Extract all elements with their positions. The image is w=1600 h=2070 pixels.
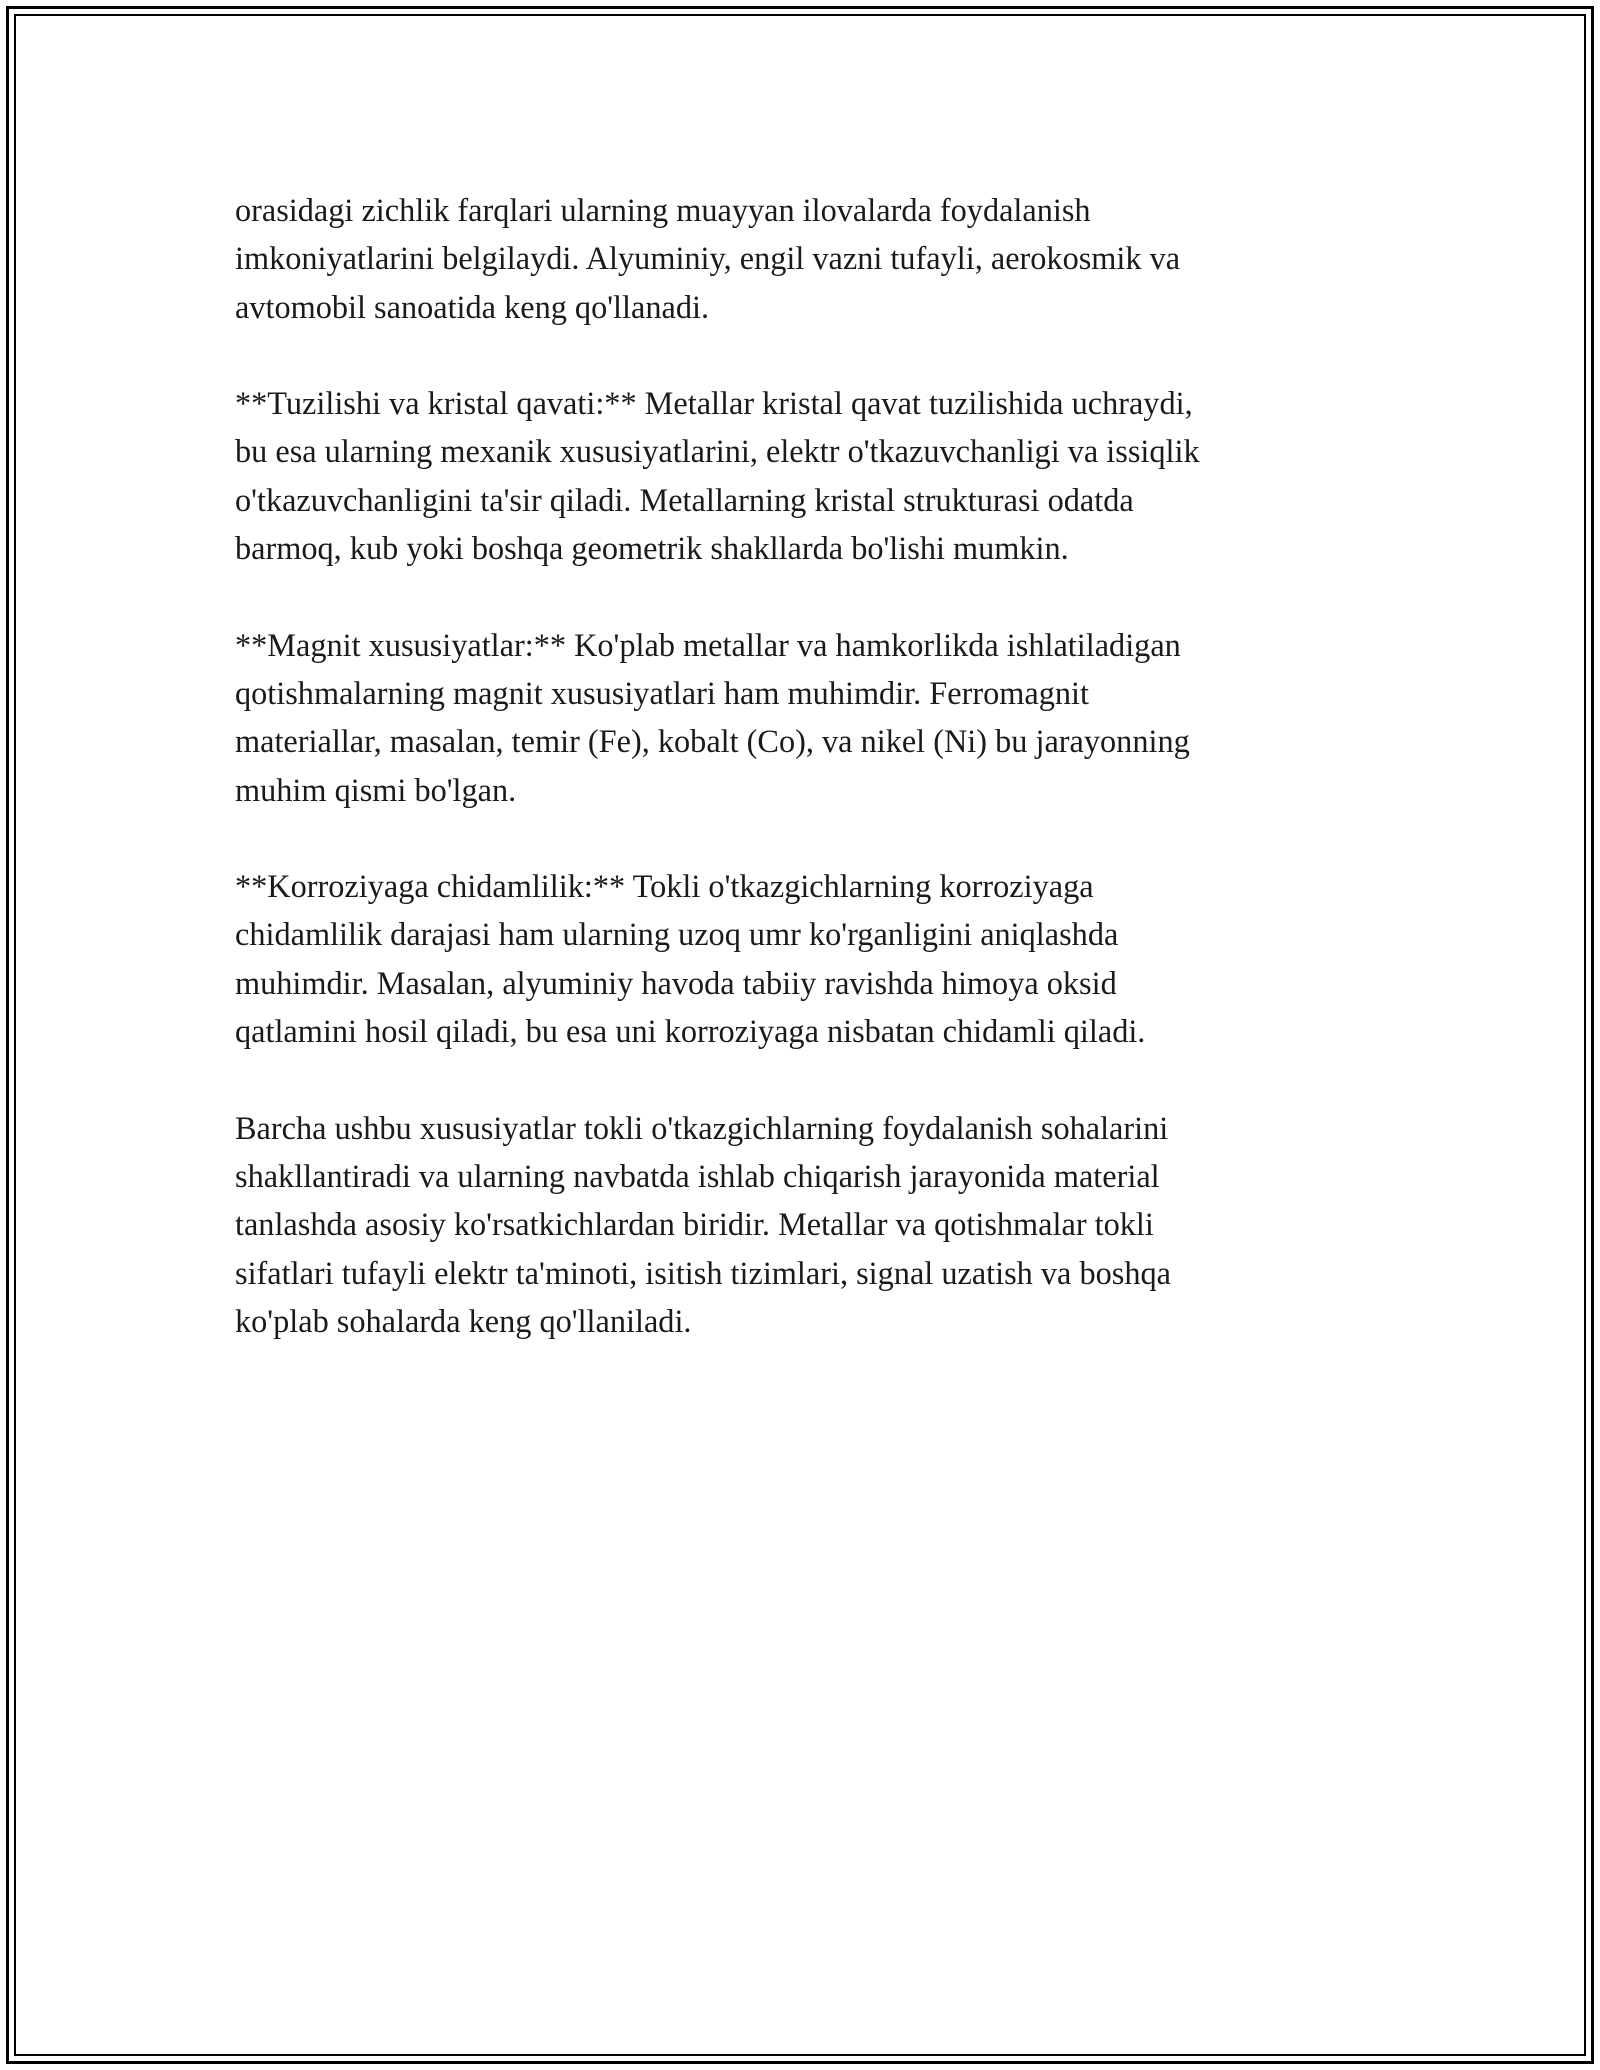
text-line: o'tkazuvchanligini ta'sir qiladi. Metallarning kristal strukturasi odatda xyxy=(235,481,1134,518)
text-line: **Magnit xususiyatlar:** Ko'plab metallar va hamkorlikda ishlatiladigan xyxy=(235,626,1181,663)
text-line: materiallar, masalan, temir (Fe), kobalt (Co), va nikel (Ni) bu jarayonning xyxy=(235,723,1190,760)
text-line: muhim qismi bo'lgan. xyxy=(235,771,517,808)
text-line: avtomobil sanoatida keng qo'llanadi. xyxy=(235,288,710,325)
text-line: qatlamini hosil qiladi, bu esa uni korroziyaga nisbatan chidamli qiladi. xyxy=(235,1013,1146,1050)
text-line: Barcha ushbu xususiyatlar tokli o'tkazgichlarning foydalanish sohalarini xyxy=(235,1109,1169,1146)
text-line: ko'plab sohalarda keng qo'llaniladi. xyxy=(235,1302,692,1339)
text-line: imkoniyatlarini belgilaydi. Alyuminiy, engil vazni tufayli, aerokosmik va xyxy=(235,240,1181,277)
paragraph-summary xyxy=(235,1104,1370,1345)
text-line: muhimdir. Masalan, alyuminiy havoda tabiiy ravishda himoya oksid xyxy=(235,964,1117,1001)
text-line: bu esa ularning mexanik xususiyatlarini, elektr o'tkazuvchanligi va issiqlik xyxy=(235,433,1200,470)
document-body xyxy=(235,186,1370,1345)
text-line: shakllantiradi va ularning navbatda ishlab chiqarish jarayonida material xyxy=(235,1157,1160,1194)
text-line: barmoq, kub yoki boshqa geometrik shakllarda bo'lishi mumkin. xyxy=(235,530,1069,567)
text-line: **Tuzilishi va kristal qavati:** Metallar kristal qavat tuzilishida uchraydi, xyxy=(235,385,1193,422)
text-line: tanlashda asosiy ko'rsatkichlardan biridir. Metallar va qotishmalar tokli xyxy=(235,1206,1154,1243)
text-line: chidamlilik darajasi ham ularning uzoq umr ko'rganligini aniqlashda xyxy=(235,916,1119,953)
text-line: orasidagi zichlik farqlari ularning muayyan ilovalarda foydalanish xyxy=(235,192,1091,228)
text-line: qotishmalarning magnit xususiyatlari ham muhimdir. Ferromagnit xyxy=(235,674,1089,711)
text-line: **Korroziyaga chidamlilik:** Tokli o'tkazgichlarning korroziyaga xyxy=(235,868,1094,905)
paragraph-structure xyxy=(235,379,1370,572)
paragraph-magnetic xyxy=(235,621,1370,814)
paragraph-density xyxy=(235,186,1370,331)
paragraph-corrosion xyxy=(235,862,1370,1055)
text-line: sifatlari tufayli elektr ta'minoti, isitish tizimlari, signal uzatish va boshqa xyxy=(235,1254,1171,1291)
